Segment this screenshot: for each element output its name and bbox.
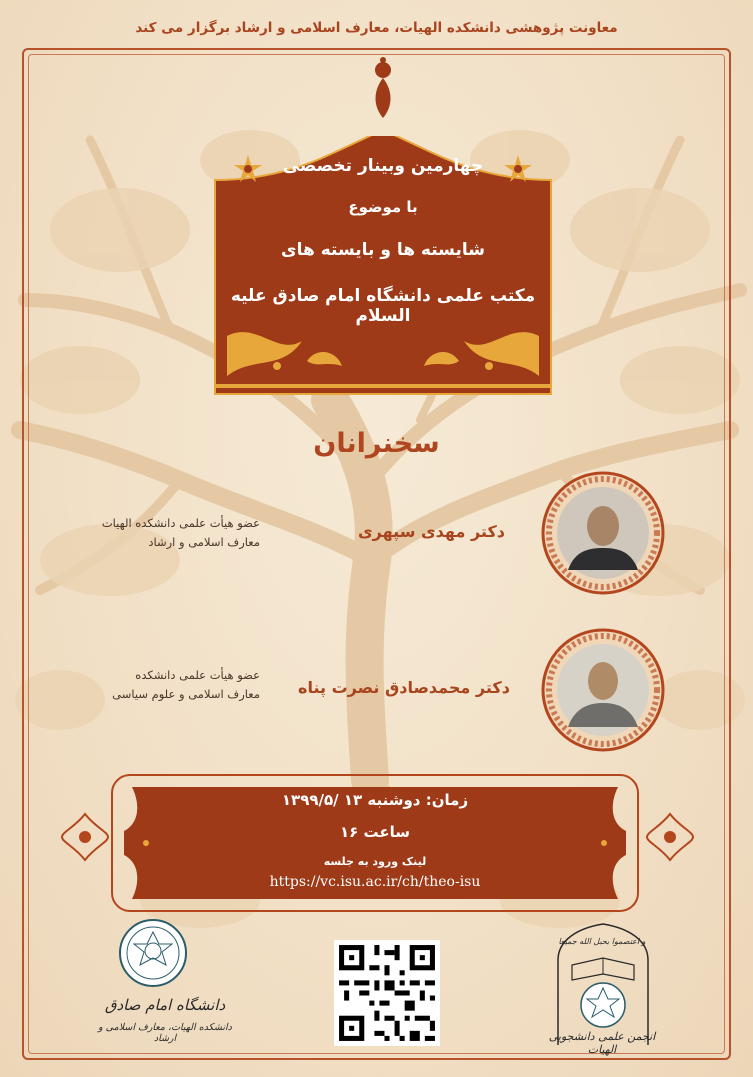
- speaker-2-name: دکتر محمدصادق نصرت پناه: [298, 678, 510, 697]
- event-link-url[interactable]: https://vc.isu.ac.ir/ch/theo-isu: [269, 874, 481, 890]
- speaker-1-role-line-1: عضو هیأت علمی دانشکده الهیات: [101, 516, 260, 530]
- event-date: زمان: دوشنبه ۱۳ /۱۳۹۹/۵: [281, 791, 469, 809]
- speaker-1-role-line-2: معارف اسلامی و ارشاد: [148, 535, 260, 549]
- faculty-name: دانشکده الهیات، معارف اسلامی و ارشاد: [98, 1022, 232, 1044]
- speakers-heading: سخنرانان: [313, 428, 440, 459]
- event-info-box: [110, 773, 640, 913]
- logo-motto: و اعتصموا بحبل الله جمیعا: [558, 937, 646, 946]
- title-line-1: چهارمین وبینار تخصصی: [282, 156, 484, 176]
- speaker-photo-frame: [540, 627, 666, 753]
- event-time: ساعت ۱۶: [339, 823, 411, 841]
- title-line-2: با موضوع: [348, 198, 418, 216]
- qr-code-graphic: [334, 940, 440, 1046]
- title-line-4: مکتب علمی دانشگاه امام صادق علیه السلام: [230, 286, 536, 326]
- organizer-line: معاونت پژوهشی دانشکده الهیات، معارف اسلامی و ارشاد برگزار می کند: [135, 20, 618, 36]
- title-finial-ornament: [363, 56, 403, 126]
- title-line-3: شایسته ها و بایسته های: [281, 240, 485, 260]
- event-link-label: لینک ورود به جلسه: [323, 855, 427, 868]
- qr-code[interactable]: [334, 940, 440, 1046]
- association-name: انجمن علمی دانشجویی الهیات: [548, 1030, 656, 1056]
- university-name: دانشگاه امام صادق: [104, 996, 226, 1014]
- ornament-icon: [645, 812, 695, 862]
- speaker-photo-frame: [540, 470, 666, 596]
- speaker-2-role-line-1: عضو هیأت علمی دانشکده: [135, 668, 260, 682]
- speaker-2-role: [85, 666, 260, 704]
- speaker-1-role: [85, 514, 260, 552]
- ornament-icon: [60, 812, 110, 862]
- university-seal-icon: [118, 918, 188, 988]
- speaker-2-role-line-2: معارف اسلامی و علوم سیاسی: [112, 687, 260, 701]
- speaker-1-name: دکتر مهدی سپهری: [358, 522, 505, 541]
- title-box: [207, 136, 559, 402]
